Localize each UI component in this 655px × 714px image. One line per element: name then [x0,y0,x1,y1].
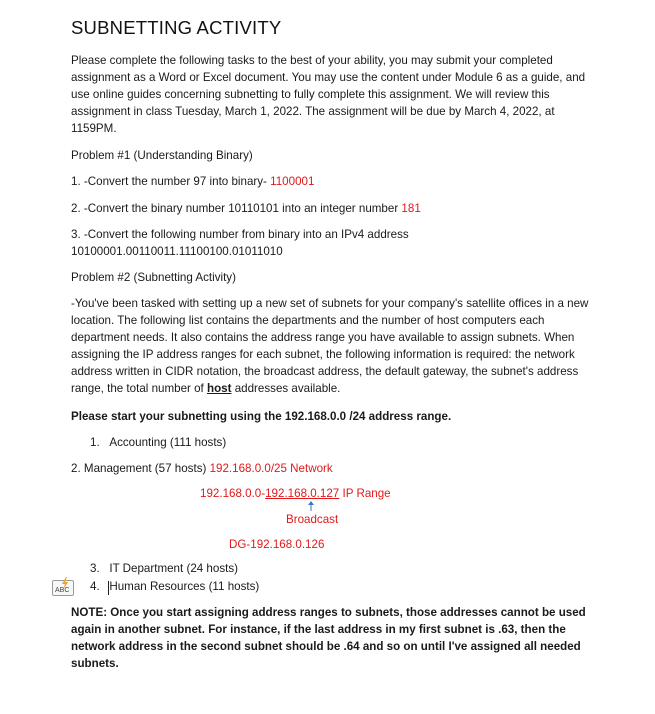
problem2-description: -You've been tasked with setting up a new set of subnets for your company's satellite offices in a new location. The following list contains the departments and the number of host computers each department needs. It also contains the address range you have available to assign subnets. When assigning the IP address ranges for each subnet, the following information is required: the network address written in CIDR notation, the broadcast address, the default gateway, the subnet's address range, the total number of host addresses available. [71,297,589,395]
answer-integer: 181 [401,202,421,215]
list-item: 3. IT Department (24 hosts) [90,562,239,575]
broadcast-label: Broadcast [286,513,339,526]
answer-binary: 1100001 [270,175,315,188]
arrow-up-icon [308,501,314,511]
binary-ip-value: 10100001.00110011.11100100.01011010 [71,245,283,258]
problem1-heading: Problem #1 (Understanding Binary) [71,149,253,162]
range-end-address: 192.168.0.127 [265,487,340,500]
problem1-question2: 2. -Convert the binary number 10110101 into an integer number 181 [71,202,421,215]
management-ip-range: 192.168.0.0-192.168.0.127 IP Range [200,487,391,500]
list-item: 2. Management (57 hosts) 192.168.0.0/25 Network [71,462,333,475]
management-network-answer: 192.168.0.0/25 Network [209,462,333,475]
list-item: 1. Accounting (111 hosts) [90,436,227,449]
note-paragraph: NOTE: Once you start assigning address ranges to subnets, those addresses cannot be used again in another subnet. For instance, if the last address in my first subnet is .63, then the network address in the second subnet should be .64 and so on until I've assigned all needed subnets. [71,606,586,670]
intro-paragraph: Please complete the following tasks to the best of your ability, you may submit your completed assignment as a Word or Excel document. You may use the content under Module 6 as a guide, and use online guides concerning subnetting to fully complete this assignment. We will review this assignment in class Tuesday, March 1, 2022. The assignment will be due by March 4, 2022, at 1159PM. [71,54,586,135]
spellcheck-icon[interactable]: ABC [52,580,74,596]
problem2-heading: Problem #2 (Subnetting Activity) [71,271,236,284]
lightning-icon [61,577,69,590]
problem1-question3: 3. -Convert the following number from binary into an IPv4 address [71,228,409,241]
host-emphasis: host [207,382,232,395]
text-cursor [108,581,109,595]
list-item: 4. Human Resources (11 hosts) [90,580,260,593]
page-title: SUBNETTING ACTIVITY [71,17,282,38]
default-gateway: DG-192.168.0.126 [229,538,325,551]
start-instruction: Please start your subnetting using the 192.168.0.0 /24 address range. [71,410,452,423]
problem1-question1: 1. -Convert the number 97 into binary- 1100001 [71,175,315,188]
